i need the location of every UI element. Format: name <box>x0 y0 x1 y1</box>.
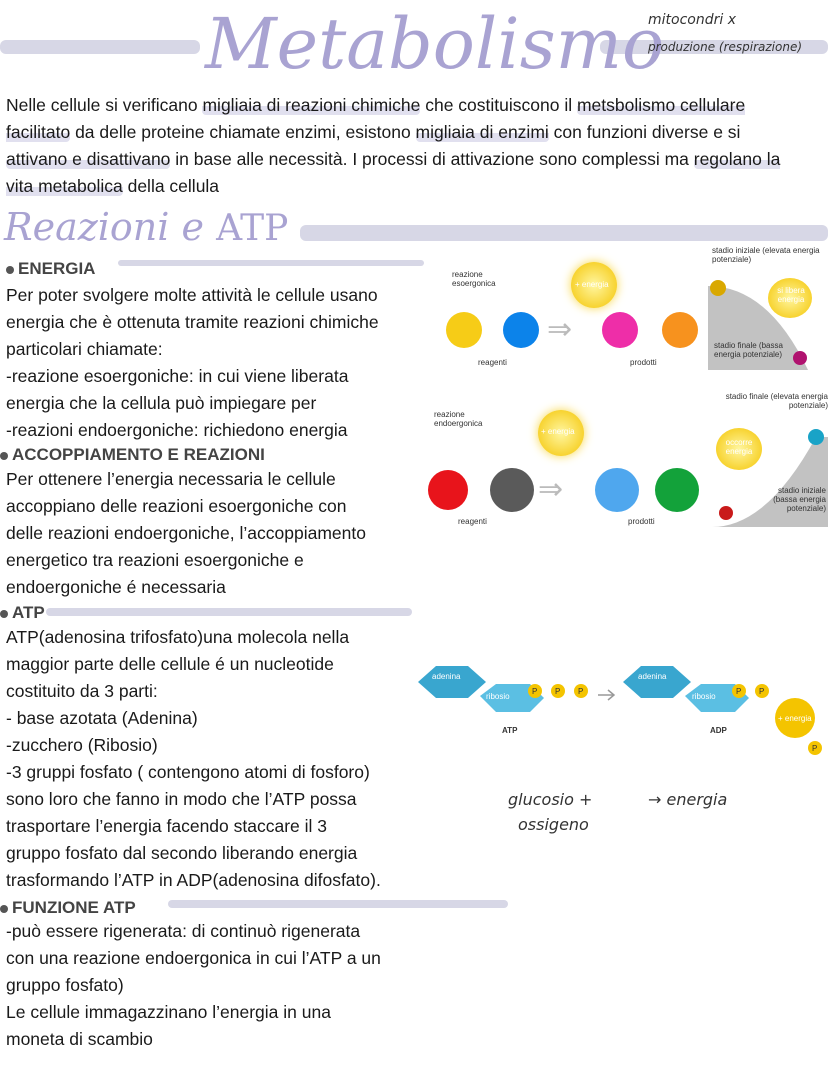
intro-highlight: migliaia di enzimi <box>415 122 549 142</box>
product-orange <box>662 312 698 348</box>
text-line: gruppo fosfato) <box>6 975 124 995</box>
text-line: -reazioni endoergoniche: richiedono energia <box>6 420 348 440</box>
product-green <box>655 468 699 512</box>
intro-text: che costituiscono il <box>420 95 577 115</box>
adp-ribosio-label: ribosio <box>692 692 716 701</box>
section-title-bar <box>300 225 828 241</box>
text-line: energia che è ottenuta tramite reazioni chimiche <box>6 312 379 332</box>
product-magenta <box>602 312 638 348</box>
bullet-dot <box>0 610 8 618</box>
intro-paragraph <box>6 92 806 200</box>
text-line: -zucchero (Ribosio) <box>6 735 158 755</box>
intro-highlight: metsbolismo cellulare facilitato <box>6 95 746 142</box>
bullet-dot <box>6 266 14 274</box>
energia-header <box>6 259 95 279</box>
product-lightblue <box>595 468 639 512</box>
intro-text: in base alle necessità. I processi di attivazione sono complessi ma <box>170 149 694 169</box>
section-title-script: Reazioni e <box>4 205 217 249</box>
arrow-icon: ⇒ <box>547 313 573 346</box>
phosphate-label: P <box>759 687 765 696</box>
adp-label: ADP <box>710 726 727 735</box>
atp-energy-label: + energia <box>778 714 812 723</box>
text-line: gruppo fosfato dal secondo liberando energia <box>6 843 358 863</box>
funzione-header-text: FUNZIONE ATP <box>12 898 136 917</box>
reagent-blue <box>503 312 539 348</box>
accoppiamento-header <box>0 445 265 465</box>
intro-highlight: migliaia di reazioni chimiche <box>202 95 421 115</box>
text-line: maggior parte delle cellule é un nucleotide <box>6 654 334 674</box>
funzione-header <box>0 898 136 918</box>
energia-bar <box>118 260 424 266</box>
text-line: delle reazioni endoergoniche, l’accoppiamento <box>6 523 366 543</box>
endo-products-label: prodotti <box>628 517 655 526</box>
text-line: sono loro che fanno in modo che l’ATP possa <box>6 789 357 809</box>
intro-text: Nelle cellule si verificano <box>6 95 203 115</box>
handnote-line1: glucosio + <box>508 790 593 809</box>
text-line: Per ottenere l’energia necessaria le cellule <box>6 469 336 489</box>
side-note-1: mitocondri x <box>648 12 736 28</box>
text-line: accoppiano delle reazioni esoergoniche con <box>6 496 347 516</box>
bullet-dot <box>0 452 8 460</box>
accoppiamento-header-text: ACCOPPIAMENTO E REAZIONI <box>12 445 265 464</box>
text-line: moneta di scambio <box>6 1029 153 1049</box>
arrow-icon: ⇒ <box>538 473 564 506</box>
page-title: Metabolismo <box>205 3 665 85</box>
atp-adp-diagram <box>418 660 828 770</box>
exo-products-label: prodotti <box>630 358 657 367</box>
text-line: con una reazione endoergonica in cui l’ATP a un <box>6 948 381 968</box>
text-line: Per poter svolgere molte attività le cellule usano <box>6 285 378 305</box>
section-title-serif: ATP <box>216 208 289 249</box>
section-title <box>4 205 288 249</box>
phosphate-label: P <box>736 687 742 696</box>
exo-energy-label: + energia <box>575 280 609 289</box>
exo-stage-end: stadio finale (bassa energia potenziale) <box>714 341 783 359</box>
phosphate-label: P <box>555 687 561 696</box>
phosphate-label: P <box>812 744 818 753</box>
funzione-text <box>6 918 456 1053</box>
handnote-line2: ossigeno <box>518 815 589 834</box>
intro-highlight: attivano e disattivano <box>6 149 171 169</box>
text-line: costituito da 3 parti: <box>6 681 158 701</box>
text-line: particolari chiamate: <box>6 339 163 359</box>
atp-label: ATP <box>502 726 518 735</box>
exo-title: reazione esoergonica <box>452 270 496 288</box>
exo-stage-start: stadio iniziale (elevata energia potenziale) <box>712 246 820 264</box>
text-line: energetico tra reazioni esoergoniche e <box>6 550 304 570</box>
atp-header <box>0 603 45 623</box>
text-line: trasformando l’ATP in ADP(adenosina difosfato). <box>6 870 381 890</box>
endo-stage-start: stadio iniziale (bassa energia potenziale) <box>773 486 826 513</box>
endo-title: reazione endoergonica <box>434 410 483 428</box>
phosphate-label: P <box>578 687 584 696</box>
atp-adenina-label: adenina <box>432 672 461 681</box>
text-line: ATP(adenosina trifosfato)una molecola nella <box>6 627 350 647</box>
funzione-bar <box>168 900 508 908</box>
atp-ribosio-label: ribosio <box>486 692 510 701</box>
exo-released-label: si libera energia <box>777 286 805 304</box>
reagent-gray <box>490 468 534 512</box>
adp-adenina-label: adenina <box>638 672 667 681</box>
text-line: -3 gruppi fosfato ( contengono atomi di fosforo) <box>6 762 370 782</box>
text-line: -reazione esoergoniche: in cui viene liberata <box>6 366 349 386</box>
bullet-dot <box>0 905 8 913</box>
reagent-yellow <box>446 312 482 348</box>
side-note-2: produzione (respirazione) <box>648 40 803 54</box>
text-line: endoergoniche é necessaria <box>6 577 226 597</box>
title-bar-left <box>0 40 200 54</box>
text-line: - base azotata (Adenina) <box>6 708 198 728</box>
endo-energy-label: + energia <box>541 427 575 436</box>
accoppiamento-text <box>6 466 446 601</box>
intro-text: con funzioni diverse e si <box>548 122 741 142</box>
text-line: Le cellule immagazzinano l’energia in una <box>6 1002 331 1022</box>
endo-stage-end: stadio finale (elevata energia potenziale) <box>725 392 828 410</box>
energia-header-text: ENERGIA <box>18 259 96 278</box>
endo-reagents-label: reagenti <box>458 517 487 526</box>
intro-text: della cellula <box>122 176 220 196</box>
text-line: trasportare l’energia facendo staccare il 3 <box>6 816 328 836</box>
text-line: -può essere rigenerata: di continuò rigenerata <box>6 921 361 941</box>
atp-header-text: ATP <box>12 603 45 622</box>
atp-bar <box>46 608 412 616</box>
energia-text <box>6 282 446 444</box>
intro-highlight: regolano la vita metabolica <box>6 149 781 196</box>
text-line: energia che la cellula può impiegare per <box>6 393 317 413</box>
intro-text: da delle proteine chiamate enzimi, esistono <box>70 122 416 142</box>
handnote-arrow: → energia <box>648 790 728 809</box>
reagent-red <box>428 470 468 510</box>
phosphate-label: P <box>532 687 538 696</box>
endo-needs-label: occorre energia <box>725 438 753 456</box>
atp-text <box>6 624 456 894</box>
exo-reagents-label: reagenti <box>478 358 507 367</box>
